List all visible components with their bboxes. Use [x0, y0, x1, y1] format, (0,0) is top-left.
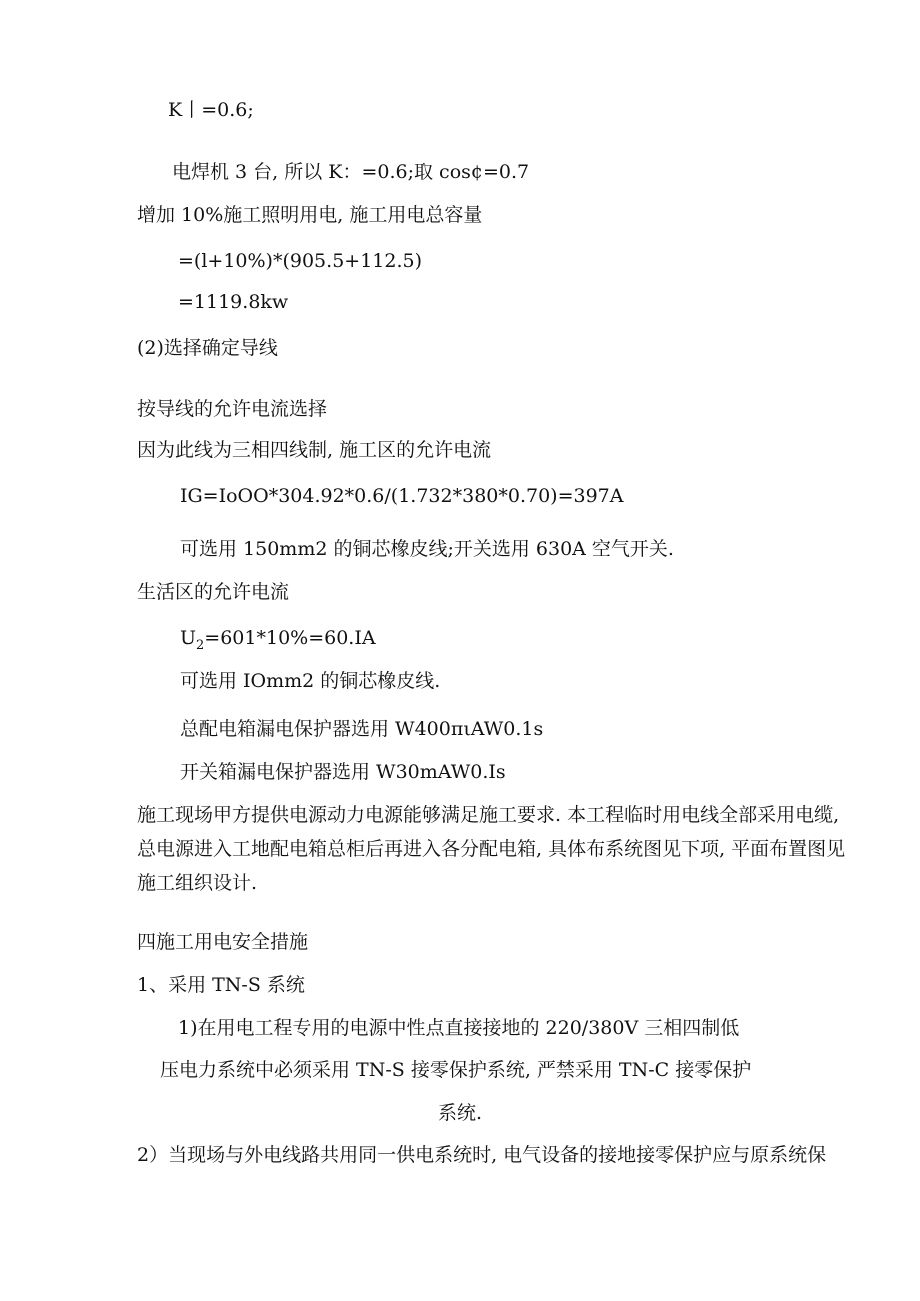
line-total-formula: =(l+10%)*(905.5+112.5) — [178, 250, 423, 272]
line-lighting-increase: 增加 10%施工照明用电, 施工用电总容量 — [137, 204, 483, 226]
line-living-formula — [180, 626, 376, 658]
subheading-tn-s-system: 1、采用 TN-S 系统 — [137, 974, 305, 996]
line-select-by-current: 按导线的允许电流选择 — [137, 398, 328, 420]
paragraph-power-supply: 施工现场甲方提供电源动力电源能够满足施工要求. 本工程临时用电线全部采用电缆, 总电源进入工地配电箱总柜后再进入各分配电箱, 具体布系统图见下项, 平面布置图见施工组织设计. — [137, 804, 846, 894]
line-construction-current-intro: 因为此线为三相四线制, 施工区的允许电流 — [137, 439, 492, 461]
line-shared-system-rule: 2）当现场与外电线路共用同一供电系统时, 电气设备的接地接零保护应与原系统保 — [137, 1144, 827, 1166]
line-tn-s-rule-2: 压电力系统中必须采用 TN-S 接零保护系统, 严禁采用 TN-C 接零保护 — [160, 1059, 752, 1081]
line-tn-s-rule-1: 1)在用电工程专用的电源中性点直接接地的 220/380V 三相四制低 — [178, 1017, 740, 1039]
line-total-result: =1119.8kw — [178, 291, 289, 313]
line-wire-switch-choice: 可选用 150mm2 的铜芯橡皮线;开关选用 630A 空气开关. — [180, 538, 674, 560]
line-tn-s-rule-3: 系统. — [438, 1102, 483, 1124]
symbol-u: U — [180, 627, 197, 649]
section-heading-safety-measures: 四施工用电安全措施 — [137, 931, 309, 953]
line-living-wire-choice: 可选用 IOmm2 的铜芯橡皮线. — [180, 670, 441, 692]
line-current-formula: IG=IoOO*304.92*0.6/(1.732*380*0.70)=397A — [180, 485, 624, 507]
section-heading-select-wire: (2)选择确定导线 — [137, 337, 278, 359]
line-welder-coefficient: 电焊机 3 台, 所以 K：=0.6;取 cos¢=0.7 — [172, 161, 530, 183]
line-k-coefficient: K丨=0.6; — [168, 99, 254, 121]
subscript-2: 2 — [196, 637, 205, 653]
living-formula-value: =601*10%=60.IA — [204, 627, 376, 649]
line-main-box-protector: 总配电箱漏电保护器选用 W400πιAW0.1s — [180, 718, 544, 740]
line-switch-box-protector: 开关箱漏电保护器选用 W30mAW0.Is — [180, 761, 506, 783]
line-living-area-current: 生活区的允许电流 — [137, 581, 290, 603]
